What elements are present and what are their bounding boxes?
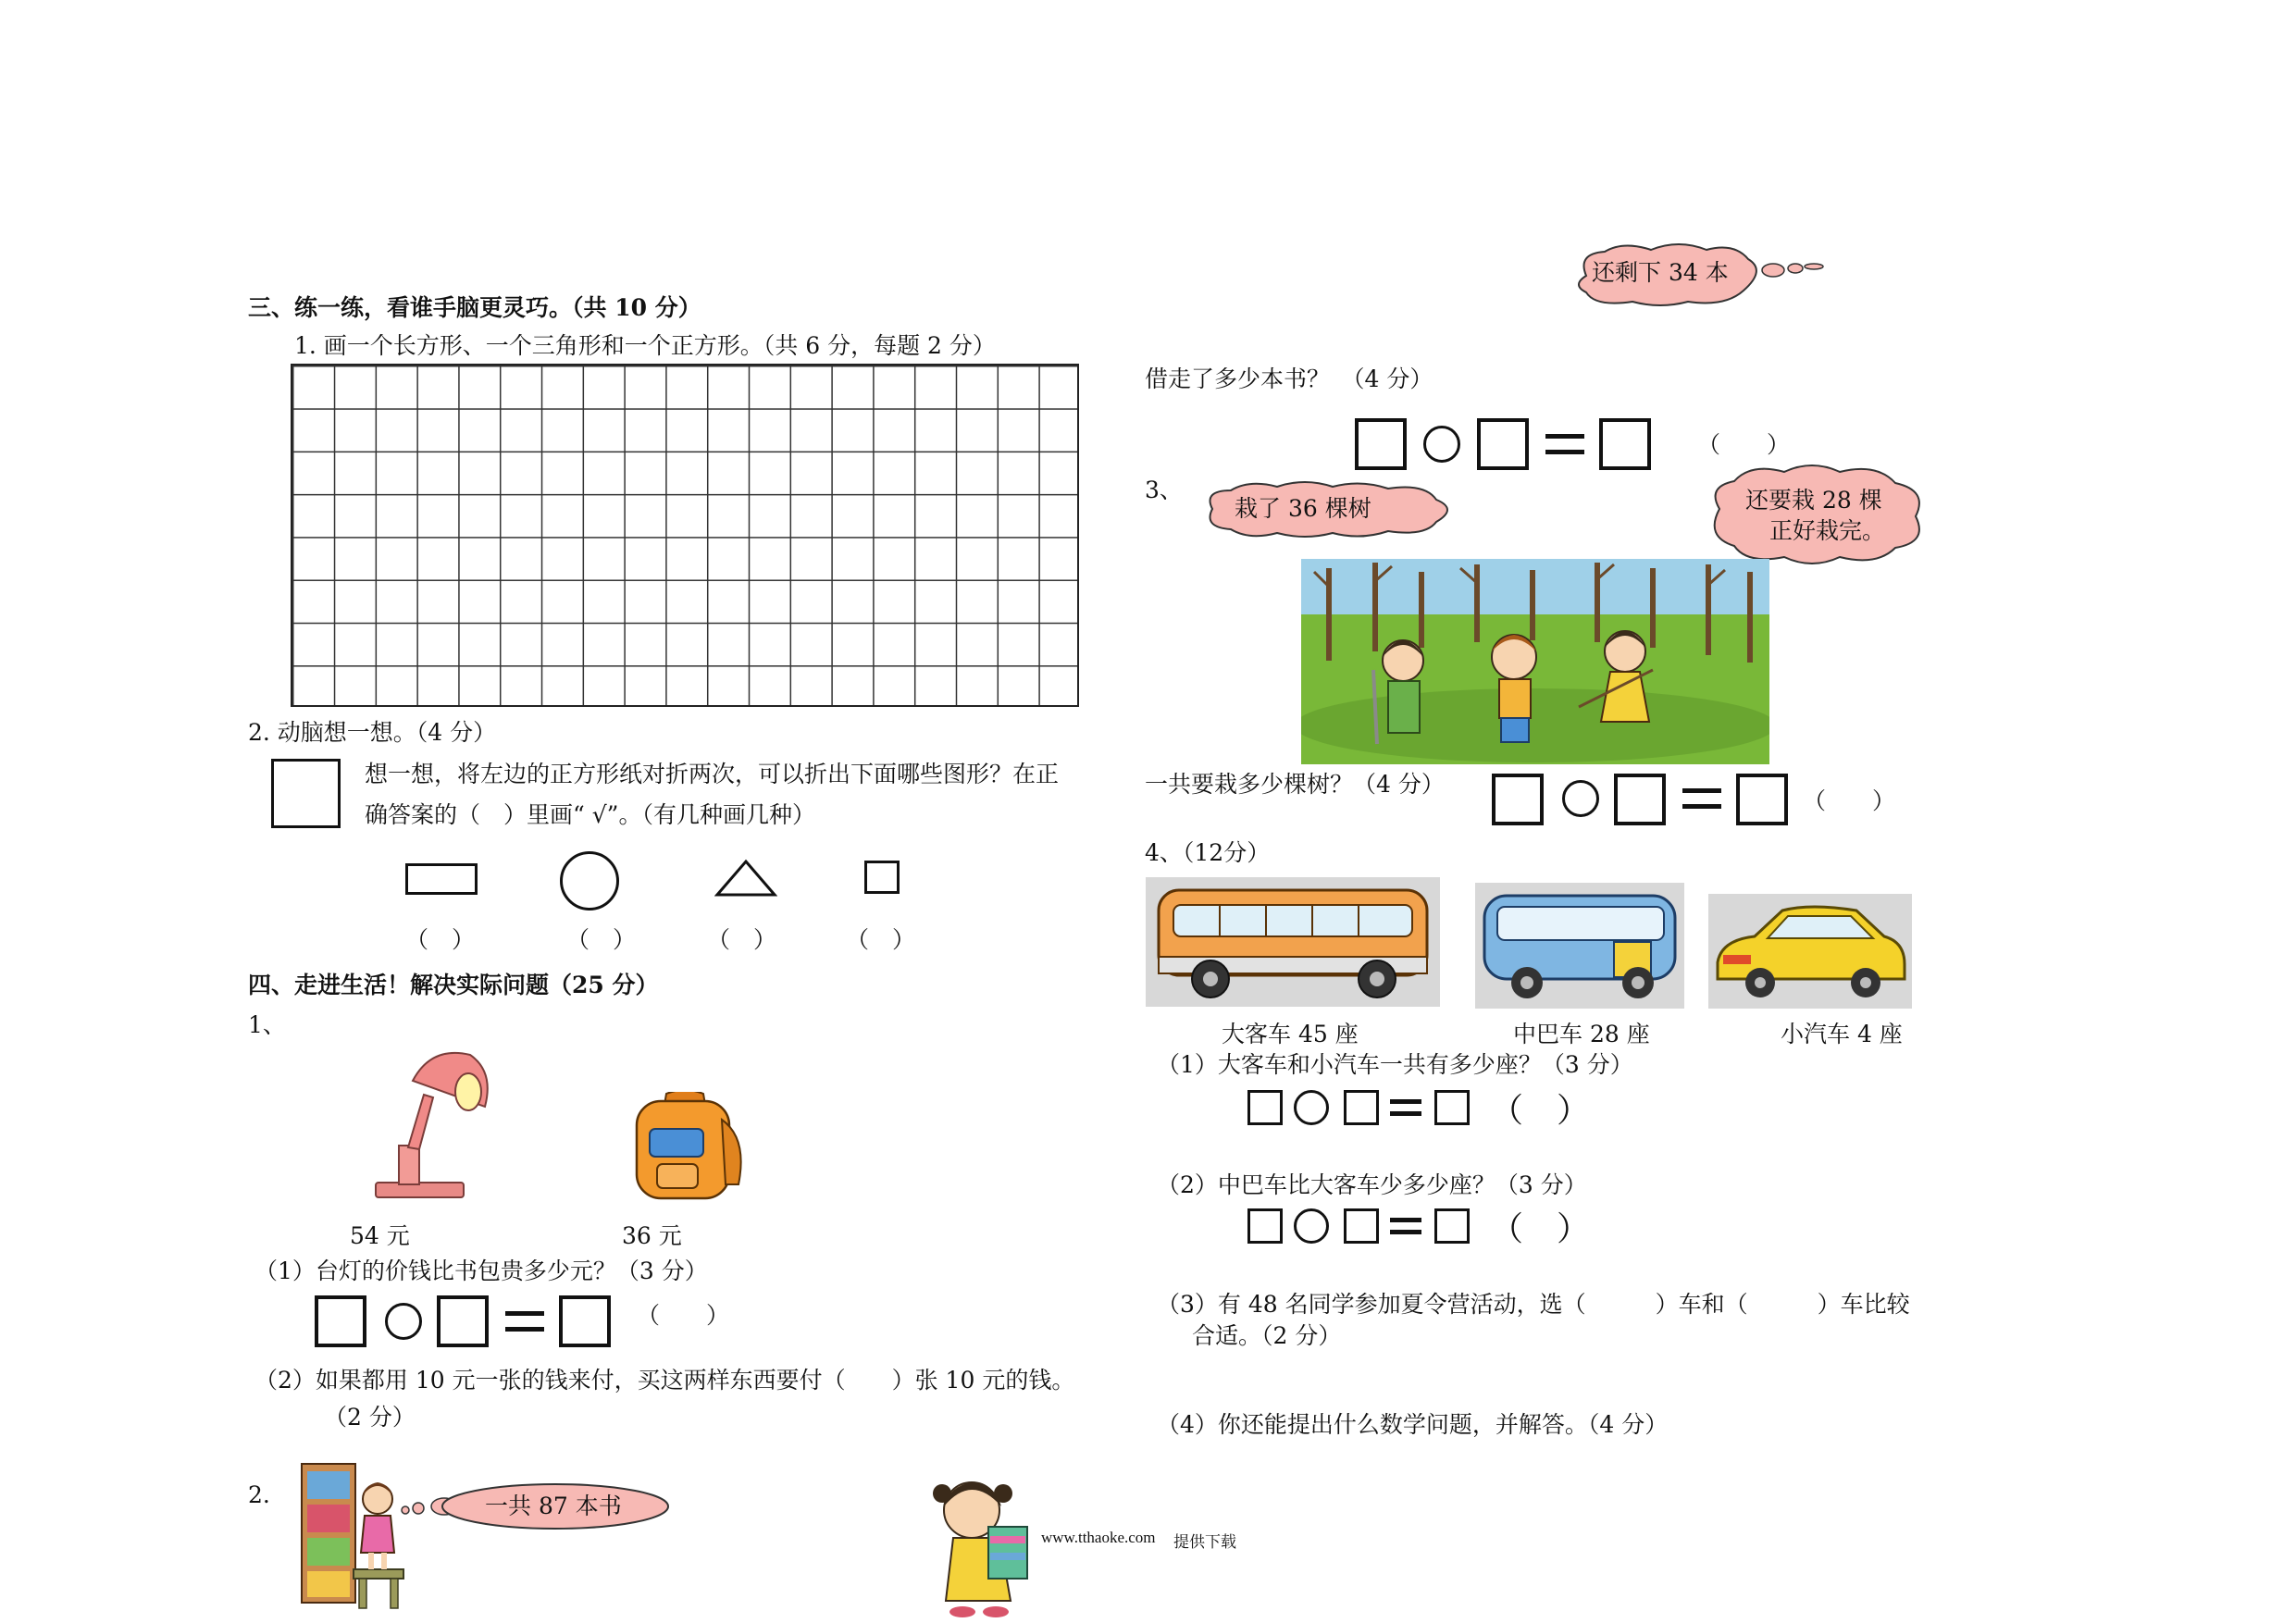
operator-circle[interactable] [385,1303,422,1340]
section3-title: 三、练一练，看谁手脑更灵巧。（共 10 分） [248,294,701,321]
p3-answer-box-2[interactable] [1614,774,1666,825]
p2-equals-sign [1545,434,1584,454]
p4q2-box-result[interactable] [1434,1208,1470,1244]
p4q1-unit-blank[interactable]: （ ） [1490,1092,1591,1130]
problem2-label: 2. [248,1481,270,1508]
desk-lamp-image [366,1044,496,1201]
p2-operator-circle[interactable] [1423,426,1460,463]
backpack-price: 36 元 [622,1222,682,1249]
p4q1-equals-sign [1390,1099,1421,1116]
p2-answer-box-2[interactable] [1477,418,1529,470]
p2-answer-box-1[interactable] [1355,418,1407,470]
p4q1-box-1[interactable] [1247,1090,1283,1125]
bubble-total-books-text: 一共 87 本书 [485,1493,622,1519]
vehicle-label-small-car: 小汽车 4 座 [1781,1021,1903,1047]
p3-answer-box-result[interactable] [1736,774,1788,825]
p4q1-operator-circle[interactable] [1294,1090,1329,1125]
equals-sign [505,1311,544,1332]
p4q2-unit-blank[interactable]: （ ） [1490,1210,1591,1248]
large-bus-image [1146,877,1440,1007]
p3-answer-box-1[interactable] [1492,774,1544,825]
problem4-q4: （4）你还能提出什么数学问题，并解答。（4 分） [1157,1411,1669,1438]
problem4-q3-line1: （3）有 48 名同学参加夏令营活动，选（ ）车和（ ）车比较 [1157,1291,1910,1318]
bubble-trees-remaining-line2: 正好栽完。 [1769,517,1886,544]
shape-blank-1[interactable]: （ ） [405,926,476,953]
p4q2-box-2[interactable] [1344,1208,1379,1244]
shape-blank-3[interactable]: （ ） [707,926,777,953]
footer-site[interactable]: www.tthaoke.com [1041,1529,1156,1546]
p4q2-equals-sign [1390,1218,1421,1234]
problem4-q1: （1）大客车和小汽车一共有多少座？（3 分） [1157,1051,1633,1078]
vehicle-label-large-bus: 大客车 45 座 [1222,1021,1359,1047]
problem1-unit-blank[interactable]: （ ） [637,1302,730,1329]
footer-text: 提供下载 [1173,1533,1236,1552]
problem4-label: 4、（12分） [1145,839,1271,866]
problem1-q2-line2: （2 分） [324,1404,416,1431]
drawing-grid[interactable] [291,364,1079,707]
shape-blank-2[interactable]: （ ） [566,926,637,953]
answer-box-1[interactable] [315,1295,366,1347]
p2-unit-blank[interactable]: （ ） [1697,431,1791,458]
answer-box-2[interactable] [437,1295,489,1347]
bubble-remaining-books-text: 还剩下 34 本 [1592,259,1729,286]
problem1-label: 1、 [248,1011,286,1038]
bubble-trees-planted-text: 栽了 36 棵树 [1235,495,1371,522]
problem1-q1: （1）台灯的价钱比书包贵多少元？（3 分） [254,1258,708,1284]
vehicle-label-medium-bus: 中巴车 28 座 [1513,1021,1650,1047]
lamp-price: 54 元 [350,1222,410,1249]
section3-q2-line1: 想一想，将左边的正方形纸对折两次，可以折出下面哪些图形？在正 [365,761,1060,787]
girl-with-books-image [925,1473,1046,1621]
p4q2-box-1[interactable] [1247,1208,1283,1244]
section4-title: 四、走进生活！解决实际问题（25 分） [248,972,659,998]
problem3-label: 3、 [1145,477,1183,503]
shape-blank-4[interactable]: （ ） [846,926,916,953]
p3-equals-sign [1682,788,1721,809]
p3-unit-blank[interactable]: （ ） [1803,787,1896,814]
section3-q2-line2: 确答案的（ ）里画“ √”。（有几种画几种） [365,801,815,828]
square-choice [864,861,900,894]
answer-box-result[interactable] [559,1295,611,1347]
backpack-image [629,1092,750,1203]
problem4-q3-line2: 合适。（2 分） [1192,1322,1342,1349]
section3-q1: 1. 画一个长方形、一个三角形和一个正方形。（共 6 分，每题 2 分） [294,332,996,359]
p4q1-box-2[interactable] [1344,1090,1379,1125]
rectangle-choice [405,863,478,895]
problem2-question: 借走了多少本书？ （4 分） [1145,365,1433,392]
tree-planting-scene [1301,559,1769,764]
p2-answer-box-result[interactable] [1599,418,1651,470]
paper-square [271,759,341,828]
circle-choice [560,851,619,911]
p3-operator-circle[interactable] [1562,780,1599,817]
medium-bus-image [1475,883,1684,1009]
problem3-question: 一共要栽多少棵树？（4 分） [1145,771,1445,798]
problem1-q2-line1: （2）如果都用 10 元一张的钱来付，买这两样东西要付（ ）张 10 元的钱。 [254,1367,1075,1394]
triangle-choice [714,859,777,898]
p4q1-box-result[interactable] [1434,1090,1470,1125]
section3-q2-title: 2. 动脑想一想。（4 分） [248,719,497,746]
problem4-q2: （2）中巴车比大客车少多少座？（3 分） [1157,1171,1587,1198]
small-car-image [1708,894,1912,1009]
p4q2-operator-circle[interactable] [1294,1208,1329,1244]
bubble-trees-remaining-line1: 还要栽 28 棵 [1745,487,1882,514]
